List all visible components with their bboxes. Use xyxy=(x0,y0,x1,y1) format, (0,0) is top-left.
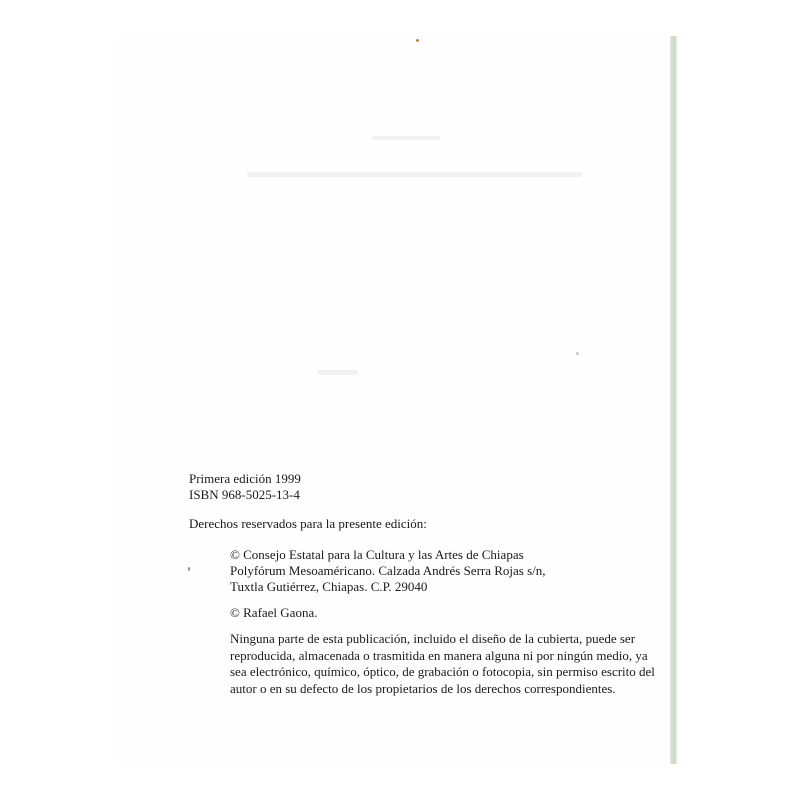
legal-notice-line: Ninguna parte de esta publicación, incluido el diseño de la cubierta, puede ser xyxy=(230,631,636,646)
copyright-holder-line: © Consejo Estatal para la Cultura y las Artes de Chiapas xyxy=(230,547,524,562)
bleed-through-mark xyxy=(318,370,358,375)
legal-notice-line: autor o en su defecto de los propietarios de los derechos correspondientes. xyxy=(230,680,616,696)
paper-speck xyxy=(188,567,190,571)
legal-notice-line: sea electrónico, químico, óptico, de grabación o fotocopia, sin permiso escrito del xyxy=(230,664,655,679)
rights-reserved: Derechos reservados para la presente edición: xyxy=(189,516,427,531)
edition-info xyxy=(189,471,301,503)
isbn: ISBN 968-5025-13-4 xyxy=(189,487,300,502)
paper-speck xyxy=(576,352,579,355)
copyright-holder xyxy=(230,547,546,595)
legal-notice xyxy=(230,631,655,697)
bleed-through-mark xyxy=(372,136,440,140)
author-copyright: © Rafael Gaona. xyxy=(230,605,318,620)
bleed-through-mark xyxy=(247,172,582,177)
legal-notice-line: reproducida, almacenada o trasmitida en manera alguna ni por ningún medio, ya xyxy=(230,647,648,663)
page-edge-shadow xyxy=(670,36,677,764)
copyright-holder-line: Tuxtla Gutiérrez, Chiapas. C.P. 29040 xyxy=(230,579,428,594)
copyright-holder-line: Polyfórum Mesoaméricano. Calzada Andrés Serra Rojas s/n, xyxy=(230,563,546,578)
paper-speck xyxy=(416,39,419,42)
first-edition: Primera edición 1999 xyxy=(189,471,301,486)
